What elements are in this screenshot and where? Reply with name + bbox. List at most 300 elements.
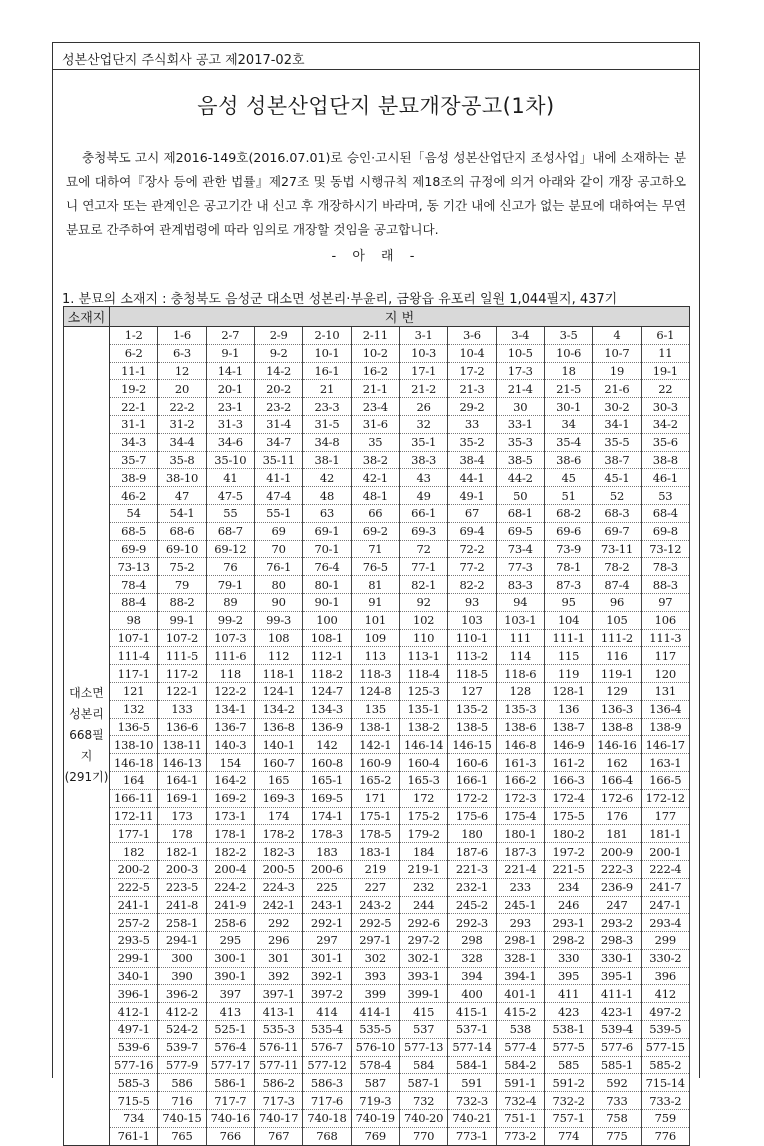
place-line3: 668필지	[69, 728, 104, 764]
lot-cell: 136-9	[303, 718, 351, 736]
lot-cell: 136-4	[641, 700, 689, 718]
lot-cell: 45	[544, 469, 592, 487]
lot-cell: 35-2	[448, 433, 496, 451]
lot-cell: 69-10	[158, 540, 206, 558]
lot-cell: 757-1	[544, 1110, 592, 1128]
lot-cell: 138-6	[496, 718, 544, 736]
lot-cell: 200-1	[641, 843, 689, 861]
table-row	[64, 611, 690, 629]
table-row	[64, 576, 690, 594]
lot-cell: 140-3	[206, 736, 254, 754]
lot-cell: 63	[303, 504, 351, 522]
table-row	[64, 1038, 690, 1056]
lot-cell: 95	[544, 593, 592, 611]
lot-cell: 136-3	[593, 700, 641, 718]
lot-cell: 160-9	[351, 754, 399, 772]
lot-cell: 38-2	[351, 451, 399, 469]
lot-cell: 21-3	[448, 380, 496, 398]
lot-cell: 751-1	[496, 1110, 544, 1128]
lot-cell: 122-1	[158, 682, 206, 700]
lot-cell: 301	[254, 949, 302, 967]
lot-cell: 10-2	[351, 344, 399, 362]
table-row	[64, 327, 690, 345]
lot-cell: 9-2	[254, 344, 302, 362]
lot-cell: 76-1	[254, 558, 302, 576]
lot-cell: 113-1	[399, 647, 447, 665]
page-title: 음성 성본산업단지 분묘개장공고(1차)	[197, 94, 555, 118]
lot-cell: 122-2	[206, 682, 254, 700]
lot-cell: 71	[351, 540, 399, 558]
lot-cell: 35-6	[641, 433, 689, 451]
lot-cell: 180	[448, 825, 496, 843]
lot-cell: 591-2	[544, 1074, 592, 1092]
lot-cell: 119-1	[593, 665, 641, 683]
lot-cell: 111-5	[158, 647, 206, 665]
lot-cell: 241-9	[206, 896, 254, 914]
lot-cell: 111	[496, 629, 544, 647]
lot-cell: 585-2	[641, 1056, 689, 1074]
lot-cell: 585-3	[110, 1074, 158, 1092]
lot-cell: 241-1	[110, 896, 158, 914]
lot-cell: 78-4	[110, 576, 158, 594]
lot-cell: 173-1	[206, 807, 254, 825]
lot-cell: 55	[206, 504, 254, 522]
lot-cell: 717-6	[303, 1092, 351, 1110]
lot-cell: 300	[158, 949, 206, 967]
lot-cell: 413-1	[254, 1003, 302, 1021]
lot-cell: 292-6	[399, 914, 447, 932]
table-row	[64, 754, 690, 772]
lot-cell: 30	[496, 398, 544, 416]
lot-cell: 118-5	[448, 665, 496, 683]
lot-cell: 172-2	[448, 789, 496, 807]
lot-cell: 586-2	[254, 1074, 302, 1092]
lot-cell: 415-1	[448, 1003, 496, 1021]
lot-cell: 160-4	[399, 754, 447, 772]
lot-cell: 169-5	[303, 789, 351, 807]
lot-cell: 108	[254, 629, 302, 647]
lot-cell: 258-6	[206, 914, 254, 932]
lot-cell: 390	[158, 967, 206, 985]
lot-cell: 77-2	[448, 558, 496, 576]
lot-cell: 733-2	[641, 1092, 689, 1110]
table-row	[64, 629, 690, 647]
lot-cell: 577-14	[448, 1038, 496, 1056]
lot-cell: 740-18	[303, 1110, 351, 1128]
table-row	[64, 985, 690, 1003]
lot-cell: 68-3	[593, 504, 641, 522]
lot-cell: 396	[641, 967, 689, 985]
lot-cell: 586	[158, 1074, 206, 1092]
place-line2: 성본리	[69, 707, 104, 722]
lot-cell: 138-7	[544, 718, 592, 736]
lot-cell: 584	[399, 1056, 447, 1074]
lot-cell: 31-5	[303, 415, 351, 433]
lot-cell: 584-1	[448, 1056, 496, 1074]
lot-cell: 577-13	[399, 1038, 447, 1056]
lot-cell: 117-2	[158, 665, 206, 683]
lot-cell: 124-8	[351, 682, 399, 700]
lot-cell: 234	[544, 878, 592, 896]
lot-cell: 17-2	[448, 362, 496, 380]
lot-cell: 80	[254, 576, 302, 594]
lot-cell: 10-6	[544, 344, 592, 362]
lot-cell: 221-4	[496, 860, 544, 878]
lot-cell: 740-20	[399, 1110, 447, 1128]
lot-cell: 394	[448, 967, 496, 985]
lot-cell: 539-6	[110, 1038, 158, 1056]
lot-cell: 77-3	[496, 558, 544, 576]
lot-cell: 175-6	[448, 807, 496, 825]
lot-cell: 68-7	[206, 522, 254, 540]
lot-cell: 293-5	[110, 932, 158, 950]
lot-cell: 41-1	[254, 469, 302, 487]
lot-cell: 301-1	[303, 949, 351, 967]
lot-cell: 172-3	[496, 789, 544, 807]
lot-cell: 219	[351, 860, 399, 878]
lot-cell: 138-11	[158, 736, 206, 754]
lot-cell: 44-2	[496, 469, 544, 487]
table-row	[64, 522, 690, 540]
lot-cell: 302-1	[399, 949, 447, 967]
lot-cell: 719-3	[351, 1092, 399, 1110]
lot-cell: 82-1	[399, 576, 447, 594]
lot-cell: 165-1	[303, 771, 351, 789]
table-row	[64, 736, 690, 754]
lot-cell: 172	[399, 789, 447, 807]
lot-cell: 31-3	[206, 415, 254, 433]
lot-cell: 14-2	[254, 362, 302, 380]
lot-cell: 42	[303, 469, 351, 487]
lot-cell: 34-8	[303, 433, 351, 451]
lot-cell: 577-17	[206, 1056, 254, 1074]
lot-cell: 423-1	[593, 1003, 641, 1021]
table-row	[64, 807, 690, 825]
lot-cell: 497-1	[110, 1021, 158, 1039]
lot-cell: 111-6	[206, 647, 254, 665]
lot-cell: 101	[351, 611, 399, 629]
lot-cell: 587	[351, 1074, 399, 1092]
lot-cell: 35-10	[206, 451, 254, 469]
lot-cell: 200-3	[158, 860, 206, 878]
lot-cell: 146-8	[496, 736, 544, 754]
lot-cell: 76-4	[303, 558, 351, 576]
lot-cell: 52	[593, 487, 641, 505]
notice-number: 성본산업단지 주식회사 공고 제2017-02호	[62, 53, 305, 68]
lot-cell: 537	[399, 1021, 447, 1039]
lot-cell: 2-11	[351, 327, 399, 345]
table-row	[64, 504, 690, 522]
lot-cell: 133	[158, 700, 206, 718]
lot-cell: 577-9	[158, 1056, 206, 1074]
lot-cell: 107-1	[110, 629, 158, 647]
lot-cell: 135-1	[399, 700, 447, 718]
lot-cell: 114	[496, 647, 544, 665]
lot-cell: 51	[544, 487, 592, 505]
lot-cell: 103	[448, 611, 496, 629]
lot-cell: 115	[544, 647, 592, 665]
lot-cell: 413	[206, 1003, 254, 1021]
lot-cell: 169-2	[206, 789, 254, 807]
lot-cell: 766	[206, 1127, 254, 1145]
lot-cell: 79	[158, 576, 206, 594]
lot-cell: 146-13	[158, 754, 206, 772]
lot-cell: 48-1	[351, 487, 399, 505]
lot-cell: 400	[448, 985, 496, 1003]
lot-cell: 330	[544, 949, 592, 967]
lot-cell: 113-2	[448, 647, 496, 665]
lot-cell: 103-1	[496, 611, 544, 629]
lot-cell: 247-1	[641, 896, 689, 914]
lot-cell: 75-2	[158, 558, 206, 576]
lot-cell: 69-1	[303, 522, 351, 540]
lot-cell: 105	[593, 611, 641, 629]
lot-cell: 118-4	[399, 665, 447, 683]
lot-cell: 100	[303, 611, 351, 629]
lot-cell: 592	[593, 1074, 641, 1092]
lot-cell: 67	[448, 504, 496, 522]
lot-cell: 241-7	[641, 878, 689, 896]
table-row	[64, 362, 690, 380]
lot-cell: 183	[303, 843, 351, 861]
lot-cell: 200-4	[206, 860, 254, 878]
lot-cell: 121	[110, 682, 158, 700]
lot-cell: 178-5	[351, 825, 399, 843]
lot-cell: 299	[641, 932, 689, 950]
lot-cell: 35-5	[593, 433, 641, 451]
lot-cell: 111-4	[110, 647, 158, 665]
lot-cell: 118-3	[351, 665, 399, 683]
lot-cell: 399-1	[399, 985, 447, 1003]
lot-cell: 46-1	[641, 469, 689, 487]
lot-cell: 35-8	[158, 451, 206, 469]
lot-cell: 395	[544, 967, 592, 985]
lot-cell: 17-3	[496, 362, 544, 380]
lot-cell: 200-9	[593, 843, 641, 861]
lot-cell: 20	[158, 380, 206, 398]
lot-cell: 34-3	[110, 433, 158, 451]
lot-cell: 55-1	[254, 504, 302, 522]
table-row	[64, 344, 690, 362]
lot-cell: 73-11	[593, 540, 641, 558]
lot-cell: 88-2	[158, 593, 206, 611]
lot-cell: 169-1	[158, 789, 206, 807]
lot-cell: 10-1	[303, 344, 351, 362]
lot-cell: 224-2	[206, 878, 254, 896]
lot-cell: 716	[158, 1092, 206, 1110]
lot-cell: 146-15	[448, 736, 496, 754]
lot-cell: 717-3	[254, 1092, 302, 1110]
lot-cell: 298-1	[496, 932, 544, 950]
lot-cell: 177	[641, 807, 689, 825]
lot-cell: 70	[254, 540, 302, 558]
lot-cell: 76	[206, 558, 254, 576]
lot-cell: 107-3	[206, 629, 254, 647]
lot-cell: 88-4	[110, 593, 158, 611]
lot-cell: 296	[254, 932, 302, 950]
lot-cell: 166-5	[641, 771, 689, 789]
lot-cell: 775	[593, 1127, 641, 1145]
lot-cell: 135-3	[496, 700, 544, 718]
section-marker: - 아 래 -	[331, 249, 421, 264]
lot-cell: 134-1	[206, 700, 254, 718]
table-row	[64, 558, 690, 576]
lot-cell: 111-1	[544, 629, 592, 647]
lot-cell: 222-5	[110, 878, 158, 896]
lot-cell: 225	[303, 878, 351, 896]
lot-cell: 42-1	[351, 469, 399, 487]
table-row	[64, 665, 690, 683]
lot-cell: 16-1	[303, 362, 351, 380]
lot-cell: 96	[593, 593, 641, 611]
lot-cell: 222-3	[593, 860, 641, 878]
lot-cell: 38-6	[544, 451, 592, 469]
lot-table-wrapper	[63, 306, 690, 1146]
lot-cell: 740-19	[351, 1110, 399, 1128]
lot-cell: 135	[351, 700, 399, 718]
lot-cell: 182	[110, 843, 158, 861]
lot-cell: 38-4	[448, 451, 496, 469]
lot-cell: 740-17	[254, 1110, 302, 1128]
lot-cell: 41	[206, 469, 254, 487]
lot-cell: 302	[351, 949, 399, 967]
lot-cell: 591	[448, 1074, 496, 1092]
lot-cell: 181	[593, 825, 641, 843]
lot-cell: 68-1	[496, 504, 544, 522]
lot-cell: 734	[110, 1110, 158, 1128]
lot-cell: 576-4	[206, 1038, 254, 1056]
lot-cell: 124-1	[254, 682, 302, 700]
lot-cell: 106	[641, 611, 689, 629]
lot-cell: 140-1	[254, 736, 302, 754]
lot-cell: 30-1	[544, 398, 592, 416]
lot-cell: 22-1	[110, 398, 158, 416]
lot-cell: 160-8	[303, 754, 351, 772]
lot-cell: 112-1	[303, 647, 351, 665]
table-row	[64, 932, 690, 950]
lot-cell: 46-2	[110, 487, 158, 505]
lot-cell: 415	[399, 1003, 447, 1021]
lot-cell: 81	[351, 576, 399, 594]
lot-cell: 146-18	[110, 754, 158, 772]
lot-cell: 38-1	[303, 451, 351, 469]
lot-cell: 136-7	[206, 718, 254, 736]
lot-cell: 397-2	[303, 985, 351, 1003]
lot-cell: 591-1	[496, 1074, 544, 1092]
lot-cell: 328-1	[496, 949, 544, 967]
lot-cell: 586-3	[303, 1074, 351, 1092]
lot-cell: 116	[593, 647, 641, 665]
lot-cell: 66-1	[399, 504, 447, 522]
lot-cell: 178	[158, 825, 206, 843]
lot-cell: 125-3	[399, 682, 447, 700]
lot-cell: 54-1	[158, 504, 206, 522]
lot-cell: 732-3	[448, 1092, 496, 1110]
table-row	[64, 593, 690, 611]
lot-cell: 412-1	[110, 1003, 158, 1021]
lot-cell: 38-7	[593, 451, 641, 469]
lot-cell: 224-3	[254, 878, 302, 896]
lot-cell: 34	[544, 415, 592, 433]
table-row	[64, 398, 690, 416]
lot-cell: 160-7	[254, 754, 302, 772]
lot-cell: 392-1	[303, 967, 351, 985]
lot-cell: 165-3	[399, 771, 447, 789]
table-row	[64, 469, 690, 487]
lot-cell: 53	[641, 487, 689, 505]
lot-cell: 113	[351, 647, 399, 665]
lot-cell: 164	[110, 771, 158, 789]
lot-cell: 497-2	[641, 1003, 689, 1021]
lot-cell: 45-1	[593, 469, 641, 487]
lot-cell: 99-3	[254, 611, 302, 629]
lot-cell: 576-7	[303, 1038, 351, 1056]
lot-cell: 773-1	[448, 1127, 496, 1145]
lot-cell: 136	[544, 700, 592, 718]
table-row	[64, 825, 690, 843]
lot-cell: 184	[399, 843, 447, 861]
lot-cell: 10-3	[399, 344, 447, 362]
lot-cell: 23-2	[254, 398, 302, 416]
lot-cell: 49-1	[448, 487, 496, 505]
lot-cell: 397	[206, 985, 254, 1003]
lot-cell: 11	[641, 344, 689, 362]
lot-cell: 584-2	[496, 1056, 544, 1074]
lot-cell: 136-6	[158, 718, 206, 736]
lot-cell: 91	[351, 593, 399, 611]
lot-cell: 182-3	[254, 843, 302, 861]
lot-cell: 21-1	[351, 380, 399, 398]
lot-cell: 82-2	[448, 576, 496, 594]
lot-cell: 31-6	[351, 415, 399, 433]
lot-cell: 128-1	[544, 682, 592, 700]
table-row	[64, 451, 690, 469]
lot-cell: 68-4	[641, 504, 689, 522]
lot-cell: 328	[448, 949, 496, 967]
lot-cell: 131	[641, 682, 689, 700]
lot-cell: 162	[593, 754, 641, 772]
lot-cell: 525-1	[206, 1021, 254, 1039]
lot-cell: 110-1	[448, 629, 496, 647]
lot-cell: 97	[641, 593, 689, 611]
lot-cell: 236-9	[593, 878, 641, 896]
lot-cell: 78-2	[593, 558, 641, 576]
lot-cell: 94	[496, 593, 544, 611]
lot-cell: 219-1	[399, 860, 447, 878]
lot-cell: 292-1	[303, 914, 351, 932]
table-row	[64, 1110, 690, 1128]
lot-cell: 576-11	[254, 1038, 302, 1056]
lot-cell: 585	[544, 1056, 592, 1074]
lot-cell: 118-6	[496, 665, 544, 683]
lot-cell: 111-3	[641, 629, 689, 647]
lot-cell: 99-2	[206, 611, 254, 629]
table-row	[64, 1127, 690, 1145]
lot-cell: 293	[496, 914, 544, 932]
lot-cell: 88-3	[641, 576, 689, 594]
lot-cell: 163-1	[641, 754, 689, 772]
lot-cell: 142-1	[351, 736, 399, 754]
lot-cell: 138-1	[351, 718, 399, 736]
lot-cell: 732-4	[496, 1092, 544, 1110]
lot-cell: 415-2	[496, 1003, 544, 1021]
lot-cell: 54	[110, 504, 158, 522]
lot-cell: 138-10	[110, 736, 158, 754]
lot-cell: 166-1	[448, 771, 496, 789]
lot-cell: 73-9	[544, 540, 592, 558]
lot-cell: 172-12	[641, 789, 689, 807]
lot-cell: 93	[448, 593, 496, 611]
